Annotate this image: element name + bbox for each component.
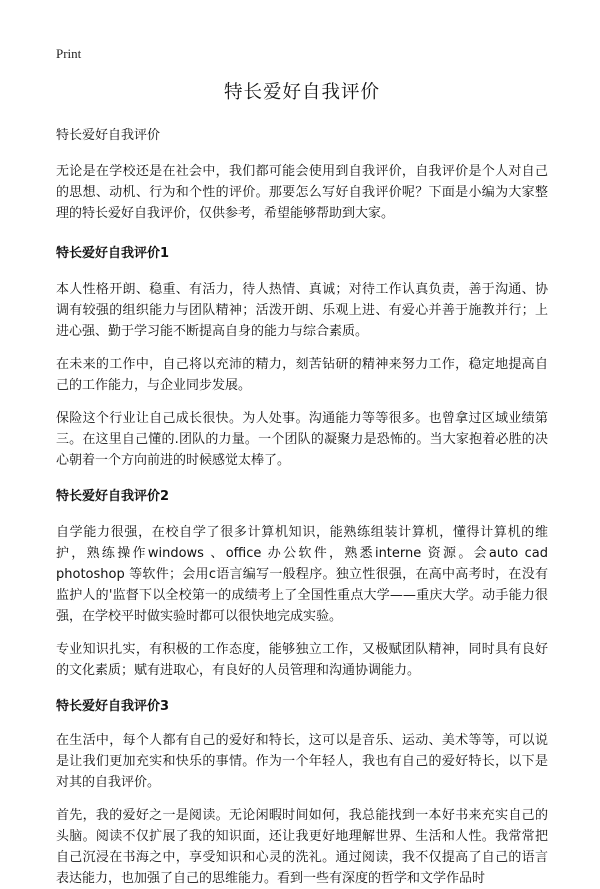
section-1-paragraph-1: 本人性格开朗、稳重、有活力，待人热情、真诚；对待工作认真负责，善于沟通、协调有较强的组织能力与团队精神；活泼开朗、乐观上进、有爱心并善于施教并行；上进心强、勤于学习能不断提高自身的能力与综合素质。 (56, 282, 548, 339)
section-1-paragraph-3: 保险这个行业让自己成长很快。为人处事。沟通能力等等很多。也曾拿过区域业绩第三。在这里自己懂的.团队的力量。一个团队的凝聚力是恐怖的。当大家抱着必胜的决心朝着一个方向前进的时候感觉太棒了。 (56, 411, 548, 468)
section-heading: 特长爱好自我评价3 (56, 699, 170, 714)
page-title: 特长爱好自我评价 (223, 82, 380, 103)
section-3-paragraph-1: 在生活中，每个人都有自己的爱好和特长，这可以是音乐、运动、美术等等，可以说是让我们更加充实和快乐的事情。作为一个年轻人，我也有自己的爱好特长，以下是对其的自我评价。 (56, 733, 548, 790)
section-3-paragraph-2: 首先，我的爱好之一是阅读。无论闲暇时间如何，我总能找到一本好书来充实自己的头脑。阅读不仅扩展了我的知识面，还让我更好地理解世界、生活和人性。我常常把自己沉浸在书海之中，享受知识和心灵的洗礼。通过阅读，我不仅提高了自己的语言表达能力，也加强了自己的思维能力。看到一些有深度的哲学和文学作品时 (56, 808, 548, 886)
section-2-paragraph-2: 专业知识扎实，有积极的工作态度，能够独立工作，又极赋团队精神，同时具有良好的文化素质；赋有进取心，有良好的人员管理和沟通协调能力。 (56, 642, 548, 678)
print-link[interactable]: Print (56, 46, 82, 61)
section-1-paragraph-2: 在未来的工作中，自己将以充沛的精力，刻苦钻研的精神来努力工作，稳定地提高自己的工作能力，与企业同步发展。 (56, 357, 548, 393)
section-2-paragraph-1: 自学能力很强，在校自学了很多计算机知识，能熟练组装计算机，懂得计算机的维护，熟练操作windows 、office 办公软件，熟悉interne 资源。会auto cad photoshop 等软件；会用c语言编写一般程序。独立性很强，在高中高考时，在没有监护人的'监督下以全校第一的成绩考上了全国性重点大学——重庆大学。动手能力很强，在学校平时做实验时都可以很快地完成实验。 (56, 525, 548, 624)
section-heading: 特长爱好自我评价1 (56, 246, 170, 261)
section-heading: 特长爱好自我评价2 (56, 489, 170, 504)
intro-paragraph: 无论是在学校还是在社会中，我们都可能会使用到自我评价，自我评价是个人对自己的思想、动机、行为和个性的评价。那要怎么写好自我评价呢？下面是小编为大家整理的特长爱好自我评价，仅供参考，希望能够帮助到大家。 (56, 164, 548, 221)
subtitle: 特长爱好自我评价 (56, 128, 161, 143)
